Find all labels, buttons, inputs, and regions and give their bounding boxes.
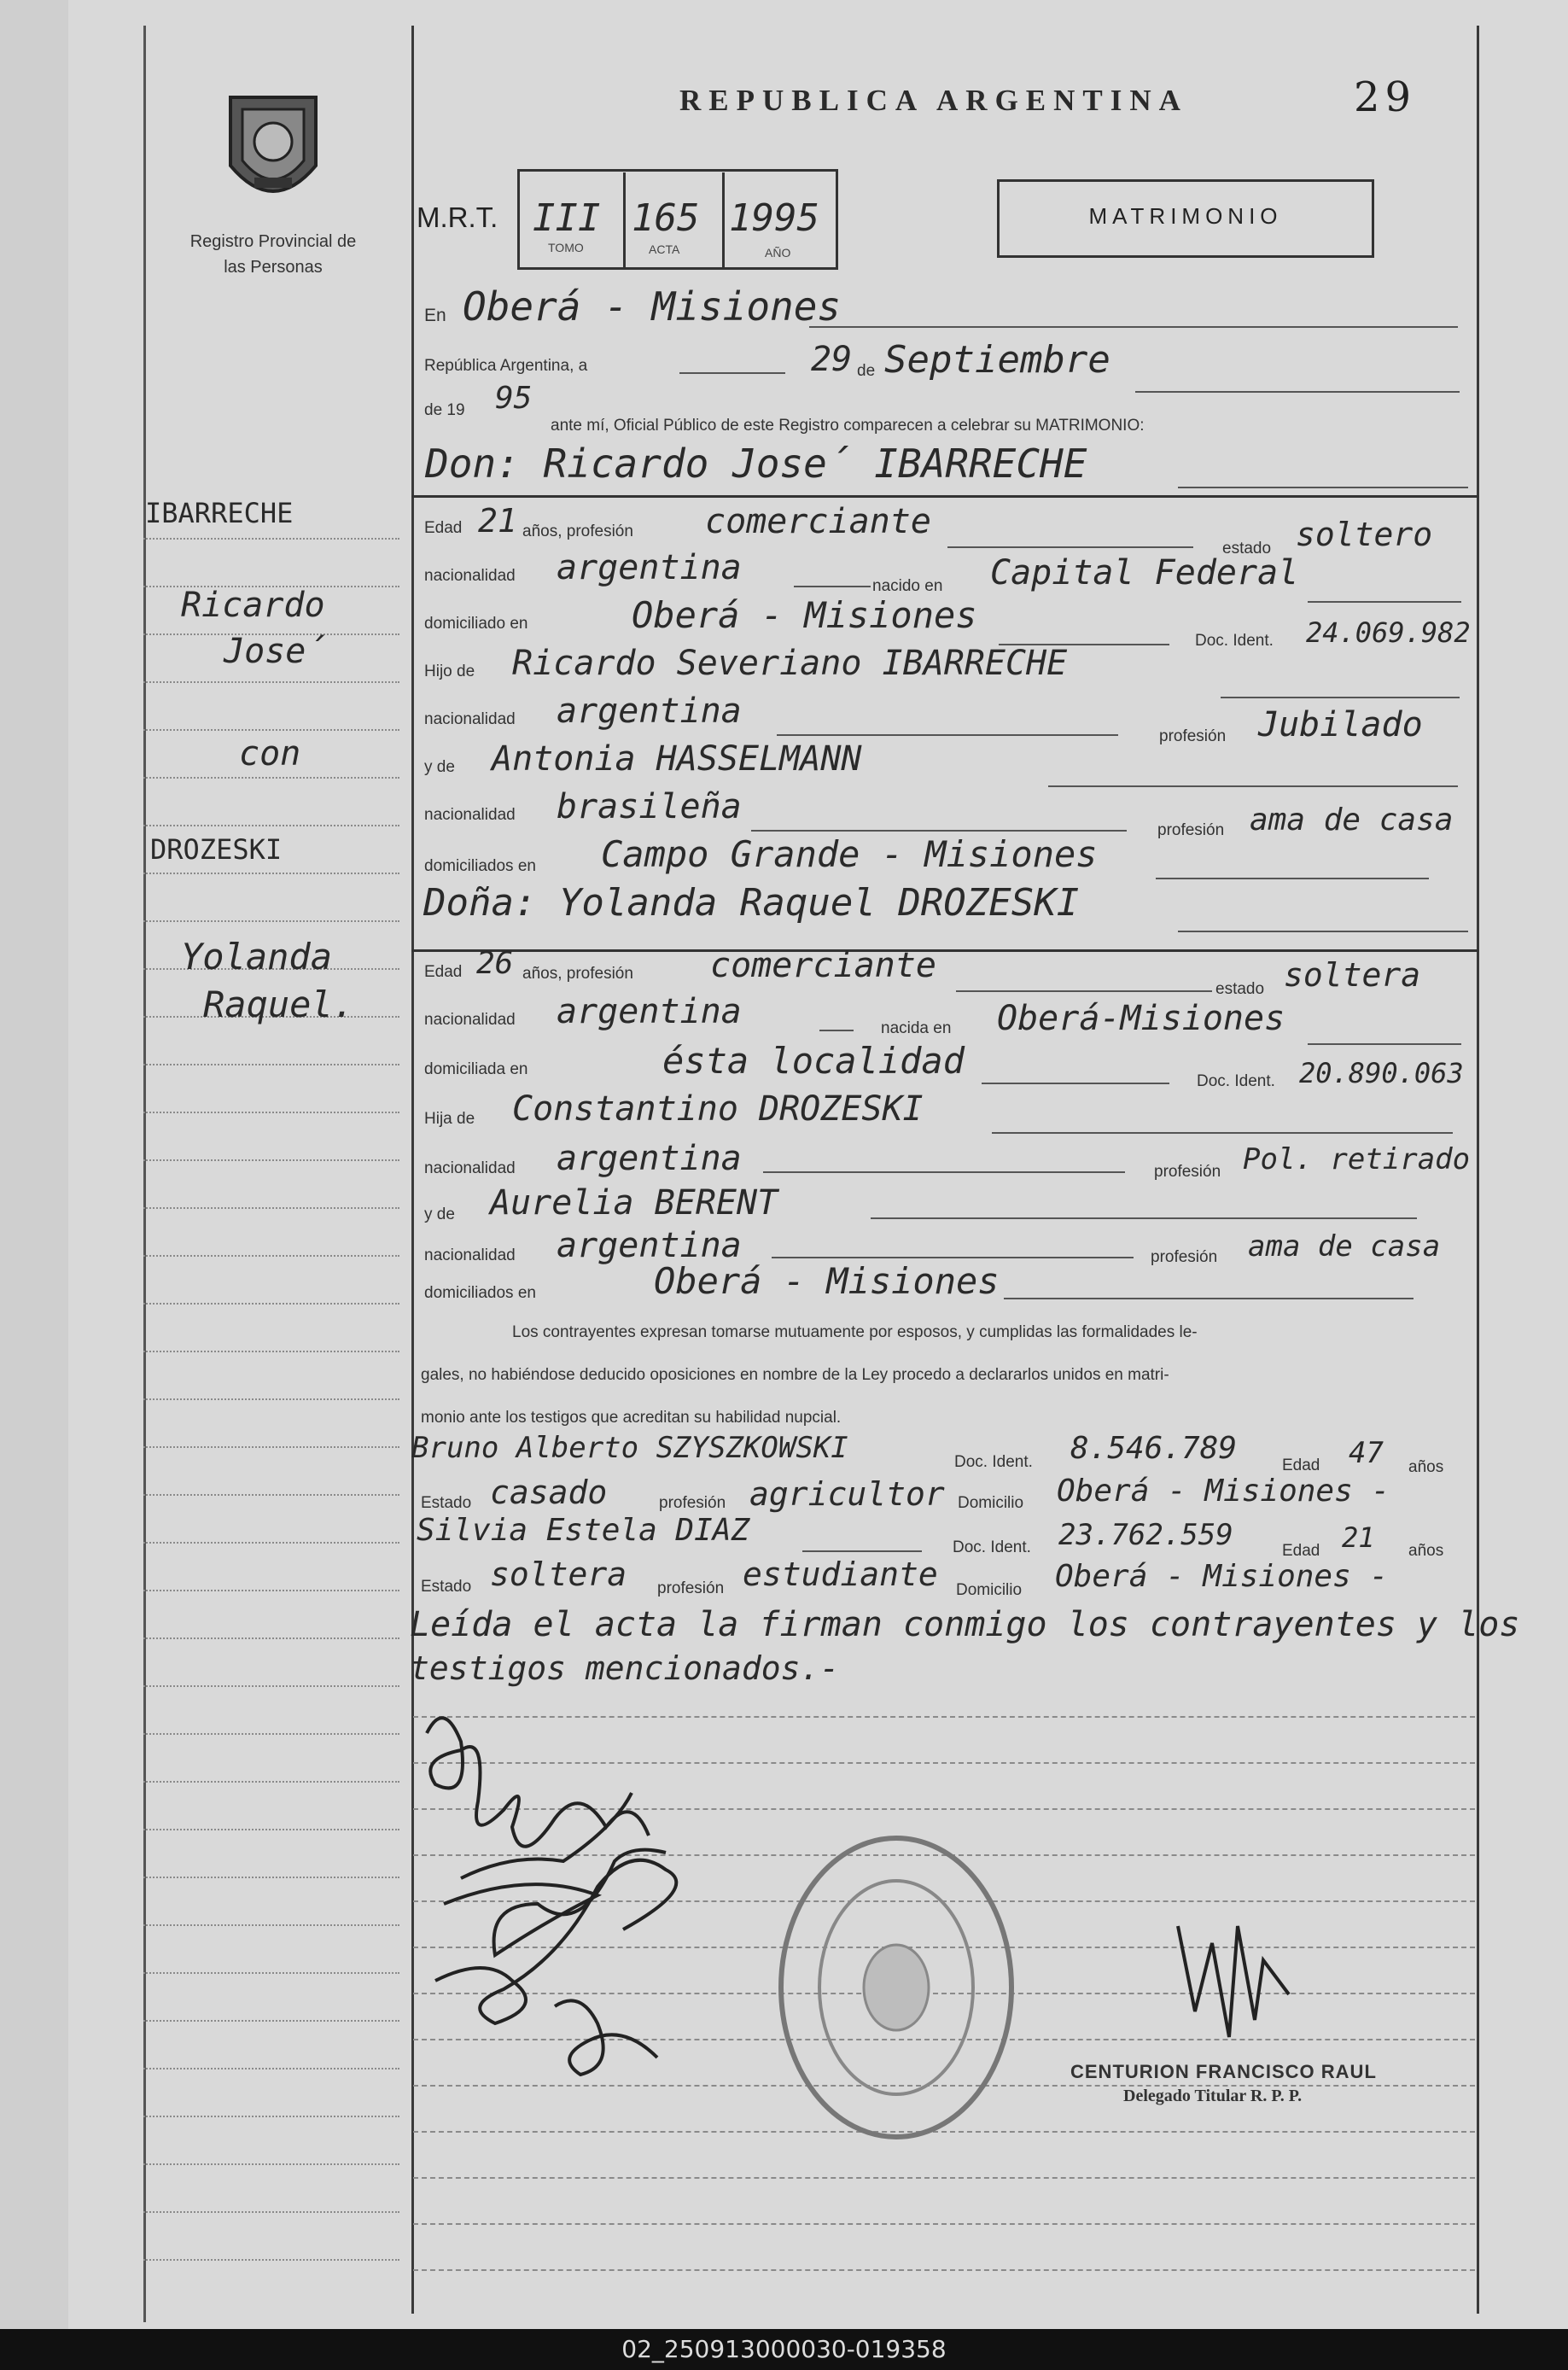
profesion-label: profesión — [659, 1494, 726, 1512]
margin-rule — [143, 1303, 399, 1306]
section-separator — [411, 495, 1478, 498]
body-rule — [413, 2177, 1475, 2180]
groom-nationality: argentina — [557, 548, 742, 587]
margin-rule — [143, 1398, 399, 1402]
left-column-rule — [143, 26, 146, 2322]
witness-1-profession: agricultor — [749, 1475, 945, 1513]
witness-1-marital-status: casado — [490, 1474, 608, 1511]
declaration-line-3: monio ante los testigos que acreditan su habilidad nupcial. — [421, 1409, 842, 1427]
fill-line — [772, 1257, 1134, 1258]
bride-age: 26 — [476, 946, 514, 981]
margin-rule — [143, 1781, 399, 1784]
witness-1-age: 47 — [1349, 1436, 1384, 1470]
record-type: MATRIMONIO — [1088, 203, 1283, 229]
fill-line — [1221, 697, 1460, 698]
margin-rule — [143, 825, 399, 828]
groom-marital-status: soltero — [1296, 516, 1433, 553]
margin-rule — [143, 1877, 399, 1880]
margin-rule — [143, 1685, 399, 1689]
domicilio-label: Domicilio — [958, 1494, 1024, 1512]
margin-bride-surname: DROZESKI — [150, 833, 283, 866]
estado-label: estado — [1215, 980, 1265, 998]
intro-text: ante mí, Oficial Público de este Registro comparecen a celebrar su MATRIMONIO: — [551, 417, 1145, 435]
margin-rule — [143, 1494, 399, 1497]
registry-seal-logo — [220, 89, 326, 219]
margin-rule — [143, 1159, 399, 1163]
groom-parents-address: Campo Grande - Misiones — [601, 833, 1098, 875]
domiciliados-label: domiciliados en — [424, 1284, 536, 1302]
closing-line-1: Leída el acta la firman conmigo los contrayentes y los — [410, 1605, 1520, 1644]
fill-line — [809, 326, 1458, 328]
margin-con: con — [239, 734, 301, 773]
domiciliado-label: domiciliado en — [424, 615, 528, 633]
witness-2-id: 23.762.559 — [1058, 1518, 1233, 1552]
witness-1-address: Oberá - Misiones - — [1057, 1474, 1390, 1509]
registry-name: Registro Provincial de las Personas — [189, 232, 357, 277]
fill-line — [679, 372, 785, 374]
fill-line — [777, 734, 1118, 736]
groom-id-number: 24.069.982 — [1306, 616, 1471, 649]
nacionalidad-label: nacionalidad — [424, 710, 516, 728]
page-edge — [0, 0, 68, 2329]
profesion-label: profesión — [1154, 1163, 1221, 1181]
tomo-label: TOMO — [548, 241, 584, 254]
fill-line — [947, 546, 1193, 548]
domiciliados-label: domiciliados en — [424, 857, 536, 875]
bride-nationality: argentina — [557, 992, 742, 1031]
groom-father-nationality: argentina — [557, 692, 742, 731]
ceremony-month: Septiembre — [884, 338, 1110, 382]
witness-2-profession: estudiante — [743, 1556, 938, 1593]
estado-label: Estado — [421, 1494, 472, 1512]
margin-rule — [143, 777, 399, 780]
margin-rule — [143, 681, 399, 685]
groom-age: 21 — [478, 502, 517, 540]
margin-rule — [143, 1924, 399, 1928]
groom-father-profession: Jubilado — [1258, 705, 1423, 744]
bride-mother-nationality: argentina — [557, 1226, 742, 1265]
margin-bride-given-name: Yolanda — [181, 936, 333, 978]
margin-rule — [143, 538, 399, 541]
y-de-label: y de — [424, 758, 455, 776]
margin-bride-given-name-2: Raquel. — [203, 984, 355, 1025]
image-id-footer: 02_250913000030-019358 — [0, 2329, 1568, 2370]
en-label: En — [424, 306, 446, 325]
fill-line — [982, 1083, 1169, 1084]
anos-label: años — [1408, 1542, 1444, 1560]
fill-line — [871, 1217, 1417, 1219]
acta-prefix: M.R.T. — [417, 201, 498, 233]
ceremony-day: 29 — [811, 340, 853, 379]
anos-label: años — [1408, 1458, 1444, 1476]
profesion-label: profesión — [1157, 821, 1225, 839]
groom-address: Oberá - Misiones — [632, 594, 977, 636]
margin-rule — [143, 1255, 399, 1258]
margin-rule — [143, 1829, 399, 1832]
margin-rule — [143, 1064, 399, 1067]
acta-tomo: III — [533, 196, 601, 240]
bride-mother: Aurelia BERENT — [490, 1183, 778, 1223]
nacionalidad-label: nacionalidad — [424, 1011, 516, 1029]
margin-rule — [143, 1733, 399, 1737]
margin-rule — [143, 2163, 399, 2167]
groom-name: Don: Ricardo Jose´ IBARRECHE — [425, 441, 1087, 487]
margin-groom-given-name-2: Jose´ — [224, 632, 327, 671]
bride-birthplace: Oberá-Misiones — [997, 999, 1285, 1038]
page-number: 29 — [1354, 73, 1417, 121]
margin-rule — [143, 1112, 399, 1115]
nacionalidad-label: nacionalidad — [424, 1159, 516, 1177]
fill-line — [956, 990, 1212, 992]
edad-label: Edad — [1282, 1456, 1320, 1474]
fill-line — [1308, 601, 1461, 603]
nacionalidad-label: nacionalidad — [424, 1246, 516, 1264]
fill-line — [819, 1030, 854, 1031]
body-rule — [413, 2223, 1475, 2227]
witness-2-marital-status: soltera — [490, 1556, 627, 1593]
margin-groom-surname: IBARRECHE — [145, 497, 294, 529]
nacido-label: nacido en — [872, 577, 943, 595]
doc-ident-label: Doc. Ident. — [1195, 632, 1274, 650]
fill-line — [751, 830, 1127, 832]
acta-box-divider — [722, 172, 725, 268]
margin-rule — [143, 1446, 399, 1450]
de-label: de — [857, 362, 876, 380]
acta-year: 1995 — [729, 196, 819, 240]
edad-label: Edad — [424, 963, 463, 981]
witness-2-address: Oberá - Misiones - — [1055, 1559, 1389, 1594]
bride-father: Constantino DROZESKI — [512, 1089, 924, 1129]
acta-number: 165 — [632, 196, 700, 240]
ceremony-year: 95 — [495, 381, 533, 416]
estado-label: Estado — [421, 1578, 472, 1596]
nacida-label: nacida en — [881, 1019, 952, 1037]
margin-rule — [143, 1351, 399, 1354]
bride-profession: comerciante — [710, 946, 936, 985]
acta-label: ACTA — [649, 242, 680, 256]
profesion-label: profesión — [1151, 1248, 1218, 1266]
margin-rule — [143, 873, 399, 876]
fill-line — [1135, 391, 1460, 393]
margin-rule — [143, 729, 399, 733]
margin-rule — [143, 2020, 399, 2023]
official-stamp — [768, 1825, 1024, 2154]
declaration-line-1: Los contrayentes expresan tomarse mutuamente por esposos, y cumplidas las formalidades le- — [512, 1323, 1198, 1341]
bride-mother-profession: ama de casa — [1248, 1229, 1441, 1264]
margin-rule — [143, 2068, 399, 2071]
groom-mother: Antonia HASSELMANN — [492, 739, 862, 779]
bride-marital-status: soltera — [1284, 956, 1421, 994]
edad-label: Edad — [1282, 1542, 1320, 1560]
margin-rule — [143, 2259, 399, 2262]
domicilio-label: Domicilio — [956, 1581, 1023, 1599]
margin-rule — [143, 1207, 399, 1211]
margin-rule — [143, 2211, 399, 2215]
bride-address: ésta localidad — [662, 1040, 965, 1082]
bride-id-number: 20.890.063 — [1299, 1057, 1464, 1089]
official-name: CENTURION FRANCISCO RAUL — [1070, 2061, 1377, 2082]
profesion-label: profesión — [657, 1579, 725, 1597]
fill-line — [1156, 878, 1429, 879]
groom-profession: comerciante — [705, 502, 931, 541]
margin-rule — [143, 1972, 399, 1976]
declaration-line-2: gales, no habiéndose deducido oposiciones en nombre de la Ley procedo a declararlos unidos en matri- — [421, 1366, 1169, 1384]
signatures — [410, 1699, 768, 2113]
bride-name: Doña: Yolanda Raquel DROZESKI — [423, 881, 1080, 925]
bride-parents-address: Oberá - Misiones — [654, 1260, 1000, 1302]
witness-1-name: Bruno Alberto SZYSZKOWSKI — [411, 1431, 848, 1465]
fill-line — [1178, 931, 1468, 932]
hija-label: Hija de — [424, 1110, 475, 1128]
groom-birthplace: Capital Federal — [990, 553, 1299, 592]
body-rule — [413, 2269, 1475, 2273]
section-separator — [411, 949, 1478, 952]
groom-mother-nationality: brasileña — [557, 787, 742, 826]
doc-ident-label: Doc. Ident. — [1197, 1072, 1275, 1090]
acta-box-divider — [623, 172, 626, 268]
profesion-label: profesión — [1159, 727, 1227, 745]
witness-1-id: 8.546.789 — [1070, 1431, 1238, 1466]
nacionalidad-label: nacionalidad — [424, 806, 516, 824]
edad-label: Edad — [424, 519, 463, 537]
bride-father-nationality: argentina — [557, 1139, 742, 1178]
anio-label: AÑO — [765, 246, 791, 260]
fill-line — [1178, 487, 1468, 488]
doc-ident-label: Doc. Ident. — [954, 1453, 1033, 1471]
fill-line — [802, 1550, 922, 1552]
anos-profesion-label: años, profesión — [522, 522, 633, 540]
hijo-label: Hijo de — [424, 663, 475, 680]
republica-label: República Argentina, a — [424, 357, 588, 375]
bride-father-profession: Pol. retirado — [1243, 1142, 1471, 1176]
margin-rule — [143, 2116, 399, 2119]
fill-line — [763, 1171, 1125, 1173]
anos-profesion-label: años, profesión — [522, 965, 633, 983]
fill-line — [992, 1132, 1453, 1134]
groom-father: Ricardo Severiano IBARRECHE — [512, 644, 1068, 683]
fill-line — [1308, 1043, 1461, 1045]
domiciliada-label: domiciliada en — [424, 1060, 528, 1078]
year-prefix: de 19 — [424, 401, 465, 419]
ceremony-place: Oberá - Misiones — [463, 283, 842, 330]
official-signature — [1161, 1909, 1306, 2058]
margin-rule — [143, 920, 399, 924]
nacionalidad-label: nacionalidad — [424, 567, 516, 585]
official-title: Delegado Titular R. P. P. — [1123, 2087, 1303, 2105]
witness-2-age: 21 — [1342, 1521, 1375, 1554]
doc-ident-label: Doc. Ident. — [953, 1538, 1031, 1556]
y-de-label: y de — [424, 1205, 455, 1223]
fill-line — [1048, 785, 1458, 787]
fill-line — [794, 586, 871, 587]
country-title: REPUBLICA ARGENTINA — [679, 84, 1188, 117]
closing-line-2: testigos mencionados.- — [410, 1649, 840, 1687]
margin-groom-given-name: Ricardo — [181, 586, 325, 625]
fill-line — [1004, 1298, 1414, 1299]
right-column-rule — [1477, 26, 1479, 2314]
margin-rule — [143, 1590, 399, 1593]
margin-rule — [143, 1542, 399, 1545]
margin-rule — [143, 1637, 399, 1641]
groom-mother-profession: ama de casa — [1250, 803, 1454, 838]
estado-label: estado — [1222, 540, 1272, 557]
witness-2-name: Silvia Estela DIAZ — [417, 1513, 750, 1548]
